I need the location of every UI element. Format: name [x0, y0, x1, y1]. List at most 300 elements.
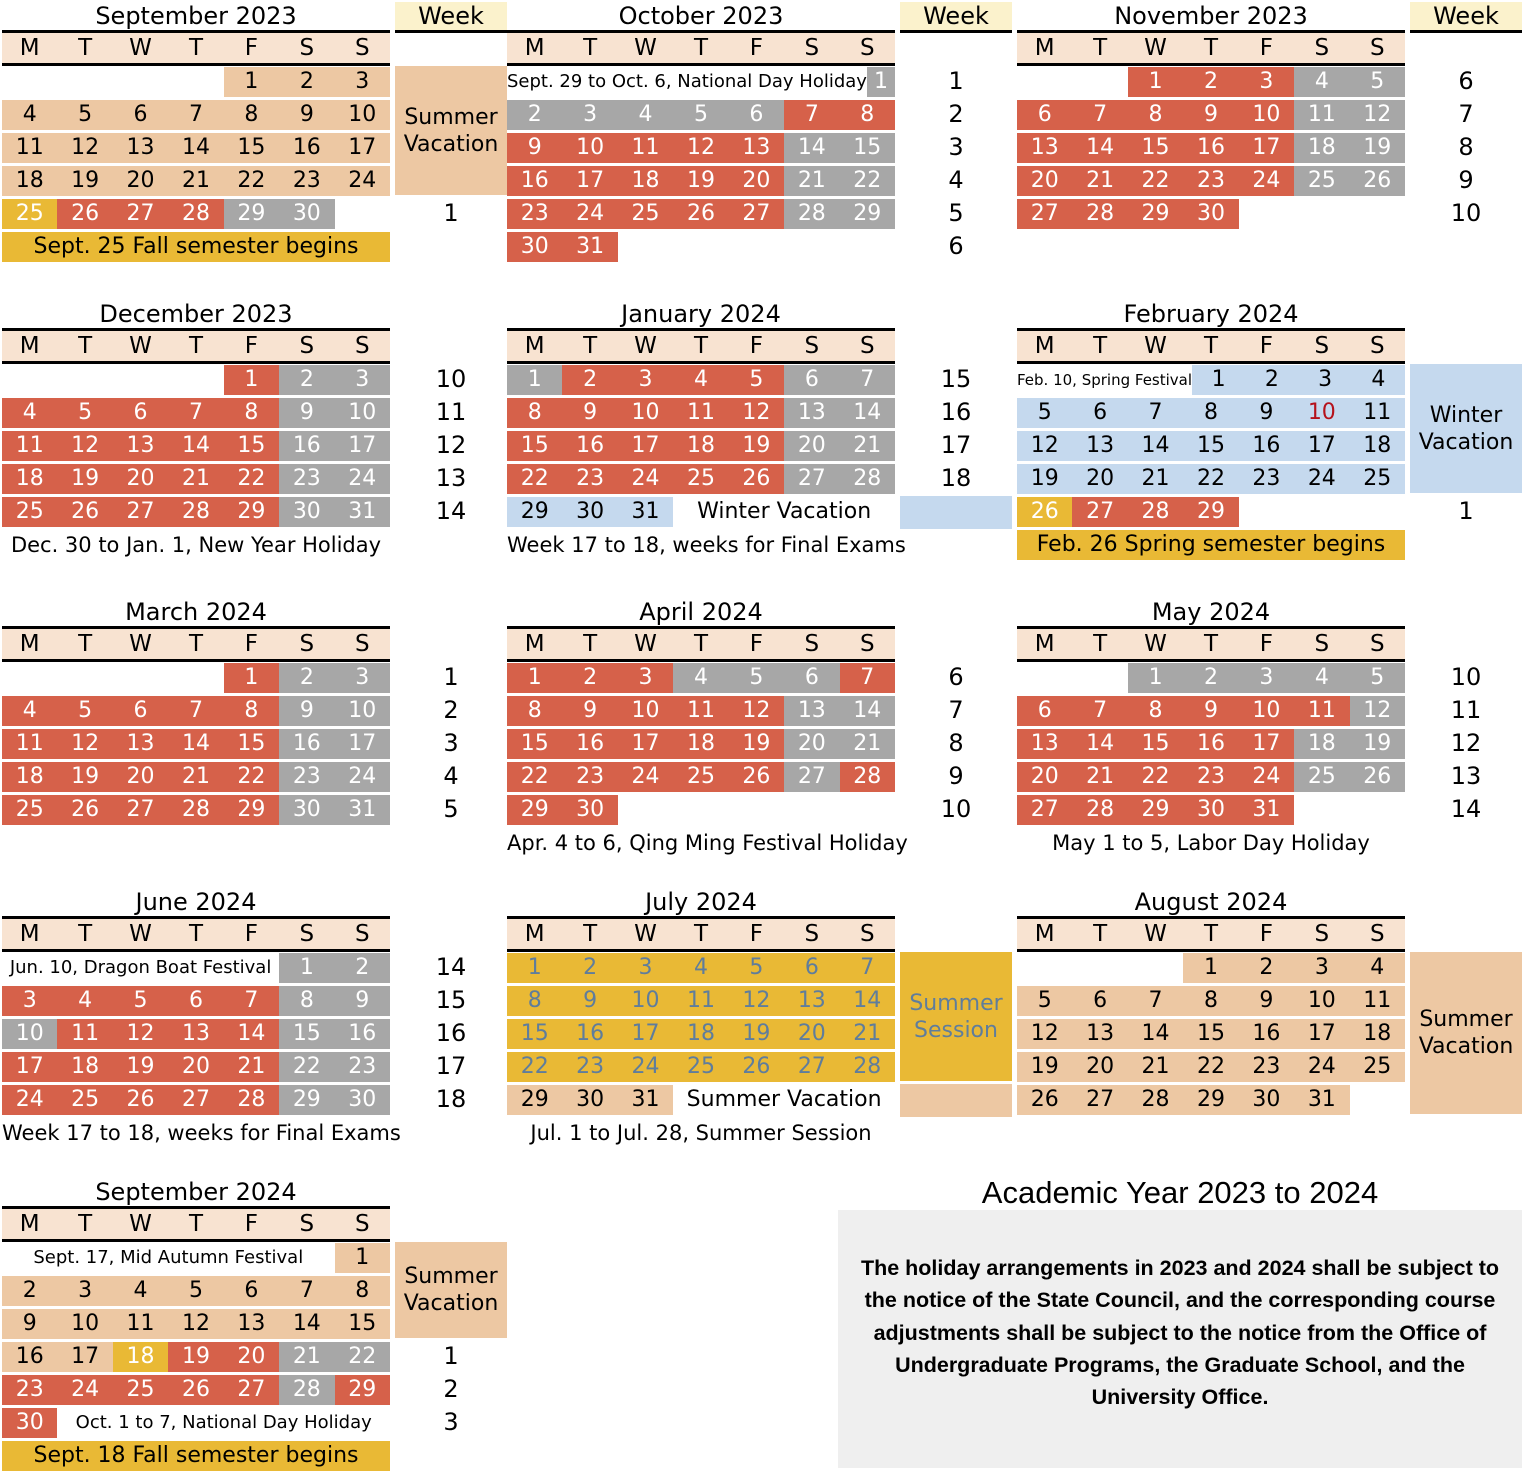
week-number: 9 [948, 762, 964, 790]
date-cell: 11 [2, 133, 57, 163]
date-cell: 10 [335, 398, 390, 428]
date-cell: 13 [784, 696, 839, 726]
date-cell: 25 [2, 497, 57, 527]
week-number: 10 [940, 795, 972, 823]
date-cell: 18 [1350, 1019, 1405, 1049]
day-header-row [2, 919, 390, 952]
date-cell: 27 [168, 1085, 223, 1115]
date-cell: 14 [168, 729, 223, 759]
date-cell: 24 [335, 762, 390, 792]
date-cell: 18 [1294, 729, 1349, 759]
week-number: 1 [1458, 497, 1474, 525]
date-cell: 22 [1128, 762, 1183, 792]
date-cell: 22 [507, 1052, 562, 1082]
date-cell: 24 [2, 1085, 57, 1115]
academic-year-summary [838, 1176, 1522, 1468]
date-cell: 23 [2, 1375, 57, 1405]
date-cell: 11 [673, 696, 728, 726]
empty-cell [2, 67, 224, 97]
date-cell: 26 [57, 795, 112, 825]
empty-cell [1017, 67, 1128, 97]
day-header-row [507, 919, 895, 952]
date-cell: 31 [1294, 1085, 1349, 1115]
day-header: T [1203, 333, 1218, 359]
date-cell: 15 [507, 431, 562, 461]
month-grid [1017, 300, 1405, 560]
week-number: 9 [1458, 166, 1474, 194]
date-row [2, 663, 390, 693]
date-cell: 8 [224, 696, 279, 726]
day-header-row [2, 1209, 390, 1242]
date-cell: 29 [1128, 199, 1183, 229]
month-title: April 2024 [507, 598, 895, 629]
date-cell: 8 [507, 986, 562, 1016]
day-header: T [1093, 631, 1108, 657]
date-cell: 9 [562, 398, 617, 428]
week-slot [900, 496, 1012, 529]
holiday-note: Winter Vacation [697, 499, 872, 524]
day-header-row [507, 629, 895, 662]
date-cell: 11 [673, 398, 728, 428]
day-header: T [1203, 921, 1218, 947]
date-row [2, 365, 390, 395]
day-header: S [1369, 333, 1385, 359]
date-row [1017, 663, 1405, 693]
date-row [1017, 67, 1405, 97]
month-title: September 2024 [2, 1178, 390, 1209]
date-cell: 16 [1183, 729, 1238, 759]
date-cell: 1 [867, 67, 895, 97]
date-cell: 29 [224, 795, 279, 825]
date-cell: 15 [1183, 431, 1238, 461]
day-header: S [299, 921, 315, 947]
day-header: T [693, 35, 708, 61]
month-grid [2, 598, 390, 825]
week-number: 7 [948, 696, 964, 724]
week-number: 10 [1450, 663, 1482, 691]
week-number: 16 [940, 398, 972, 426]
date-cell: 16 [2, 1342, 57, 1372]
date-cell: 2 [562, 663, 617, 693]
date-cell: 27 [224, 1375, 279, 1405]
date-cell: 8 [1183, 986, 1238, 1016]
date-cell: 13 [1017, 133, 1072, 163]
date-cell: 19 [168, 1342, 223, 1372]
date-cell: 21 [840, 1019, 895, 1049]
date-cell: 12 [113, 1019, 168, 1049]
date-row [507, 199, 895, 229]
date-cell: 7 [1072, 100, 1127, 130]
date-cell: 7 [840, 953, 895, 983]
date-cell: 21 [168, 166, 223, 196]
date-cell: 3 [57, 1276, 112, 1306]
date-row [2, 1408, 390, 1438]
date-cell: 31 [335, 795, 390, 825]
date-cell: 12 [673, 133, 728, 163]
date-cell: 19 [673, 166, 728, 196]
date-cell: 17 [57, 1342, 112, 1372]
date-cell: 10 [618, 398, 673, 428]
date-cell: 28 [168, 497, 223, 527]
date-row [2, 986, 390, 1016]
date-cell: 3 [618, 953, 673, 983]
week-number: 17 [435, 1052, 467, 1080]
date-cell: 7 [1128, 398, 1183, 428]
month-may-2024 [1017, 598, 1522, 858]
date-cell: 29 [224, 199, 279, 229]
month-title: June 2024 [2, 888, 390, 919]
date-cell: 25 [57, 1085, 112, 1115]
date-cell: 29 [335, 1375, 390, 1405]
date-cell: 10 [57, 1309, 112, 1339]
day-header: S [354, 921, 370, 947]
date-row [507, 953, 895, 983]
date-cell: 4 [2, 398, 57, 428]
week-number: 8 [1458, 133, 1474, 161]
date-cell: 28 [1072, 199, 1127, 229]
date-cell: 10 [335, 100, 390, 130]
date-cell: 14 [1072, 729, 1127, 759]
date-cell: 19 [1017, 1052, 1072, 1082]
date-row [507, 696, 895, 726]
week-number: 3 [948, 133, 964, 161]
date-row [507, 232, 895, 262]
date-cell: 4 [673, 365, 728, 395]
date-cell: 23 [562, 1052, 617, 1082]
date-cell: 5 [729, 663, 784, 693]
date-cell: 26 [57, 199, 112, 229]
week-column [900, 2, 1012, 297]
date-row [507, 1052, 895, 1082]
day-header: T [583, 631, 598, 657]
date-cell: 19 [113, 1052, 168, 1082]
date-cell: 11 [673, 986, 728, 1016]
week-number: 8 [948, 729, 964, 757]
day-header: M [1034, 35, 1055, 61]
date-cell: 28 [1072, 795, 1127, 825]
date-cell: 24 [1239, 166, 1294, 196]
month-march-2024 [2, 598, 507, 828]
day-header: W [129, 333, 152, 359]
date-cell: 1 [1128, 67, 1183, 97]
day-header: F [1259, 35, 1274, 61]
date-cell: 17 [2, 1052, 57, 1082]
date-cell: 19 [1017, 464, 1072, 494]
date-cell: 12 [57, 133, 112, 163]
date-cell: 30 [279, 497, 334, 527]
date-row [2, 199, 390, 229]
date-cell: 27 [784, 762, 839, 792]
date-row [507, 100, 895, 130]
day-header: S [804, 921, 820, 947]
date-cell: 25 [673, 762, 728, 792]
date-row [2, 1375, 390, 1405]
date-cell: 5 [113, 986, 168, 1016]
empty-cell [618, 795, 895, 825]
date-cell: 1 [224, 663, 279, 693]
date-cell: 1 [507, 953, 562, 983]
day-header: T [1203, 631, 1218, 657]
date-cell: 6 [1072, 398, 1127, 428]
holiday-note: Jun. 10, Dragon Boat Festival [9, 957, 272, 978]
date-row [1017, 1019, 1405, 1049]
date-row [2, 1243, 390, 1273]
empty-cell [1294, 795, 1405, 825]
date-cell: 29 [1183, 497, 1238, 527]
date-cell: 22 [224, 464, 279, 494]
date-cell: 11 [1350, 986, 1405, 1016]
date-row [2, 133, 390, 163]
date-cell: 14 [784, 133, 839, 163]
date-cell: 14 [168, 133, 223, 163]
week-number: 6 [1458, 67, 1474, 95]
month-november-2023 [1017, 2, 1522, 232]
date-cell: 29 [279, 1085, 334, 1115]
date-cell: 16 [335, 1019, 390, 1049]
date-cell: 7 [784, 100, 839, 130]
date-row [1017, 199, 1405, 229]
date-cell: 14 [279, 1309, 334, 1339]
date-cell: 12 [1017, 1019, 1072, 1049]
day-header: M [1034, 333, 1055, 359]
date-cell: 4 [57, 986, 112, 1016]
date-cell: 6 [784, 365, 839, 395]
date-cell: 26 [1017, 497, 1072, 527]
date-cell: 9 [562, 986, 617, 1016]
day-header: F [749, 631, 764, 657]
week-column [395, 300, 507, 595]
date-cell: 4 [673, 953, 728, 983]
week-number: 2 [443, 696, 459, 724]
date-cell: 1 [507, 663, 562, 693]
day-header: T [1093, 35, 1108, 61]
date-cell: 1 [1128, 663, 1183, 693]
date-cell: 14 [840, 398, 895, 428]
week-number: 11 [435, 398, 467, 426]
day-header: S [1369, 921, 1385, 947]
week-number: 18 [435, 1085, 467, 1113]
date-cell: 9 [279, 398, 334, 428]
date-cell: 13 [1017, 729, 1072, 759]
date-cell: 1 [1183, 953, 1238, 983]
date-cell: 9 [279, 100, 334, 130]
date-cell: 28 [168, 199, 223, 229]
date-cell: 27 [1072, 497, 1127, 527]
date-row [1017, 133, 1405, 163]
date-cell: 6 [784, 953, 839, 983]
day-header: T [188, 1211, 203, 1237]
empty-cell [2, 365, 224, 395]
month-grid [2, 300, 390, 560]
date-cell: 21 [840, 729, 895, 759]
date-row [2, 1085, 390, 1115]
date-row [1017, 696, 1405, 726]
date-cell: 4 [1350, 953, 1405, 983]
date-cell: 5 [168, 1276, 223, 1306]
date-row [507, 365, 895, 395]
holiday-note: Summer Vacation [686, 1087, 882, 1112]
holiday-note: Oct. 1 to 7, National Day Holiday [75, 1412, 372, 1433]
day-header: S [859, 631, 875, 657]
date-row [507, 133, 895, 163]
date-cell: 20 [1017, 762, 1072, 792]
date-cell: 2 [562, 365, 617, 395]
date-cell: 10 [562, 133, 617, 163]
date-cell: 11 [1294, 100, 1349, 130]
week-column [395, 2, 507, 297]
date-row [1017, 497, 1405, 527]
date-cell: 17 [618, 431, 673, 461]
day-header: S [354, 35, 370, 61]
week-number: 10 [435, 365, 467, 393]
date-cell: 25 [673, 1052, 728, 1082]
date-cell: 30 [562, 795, 617, 825]
date-cell: 29 [840, 199, 895, 229]
day-header: T [78, 631, 93, 657]
date-cell: 26 [729, 1052, 784, 1082]
date-cell: 8 [1183, 398, 1238, 428]
date-cell: 31 [618, 1085, 673, 1115]
date-cell: 5 [729, 953, 784, 983]
date-row [2, 1342, 390, 1372]
date-cell: 5 [1350, 67, 1405, 97]
date-cell: 3 [618, 365, 673, 395]
day-header: T [583, 35, 598, 61]
date-cell: 22 [1183, 1052, 1238, 1082]
day-header: F [244, 631, 259, 657]
day-header: S [1314, 921, 1330, 947]
date-cell: 3 [1239, 67, 1294, 97]
date-cell: 2 [507, 100, 562, 130]
date-cell: 23 [1183, 762, 1238, 792]
date-cell: 16 [562, 1019, 617, 1049]
month-title: November 2023 [1017, 2, 1405, 33]
month-grid [2, 888, 401, 1148]
month-grid [1017, 2, 1405, 229]
week-number: 2 [948, 100, 964, 128]
date-cell: 30 [562, 1085, 617, 1115]
date-cell: 3 [335, 67, 390, 97]
day-header: F [749, 921, 764, 947]
day-header: S [1314, 631, 1330, 657]
day-header-row [2, 629, 390, 662]
date-cell: 29 [1128, 795, 1183, 825]
date-cell: 15 [1128, 729, 1183, 759]
day-header: W [634, 631, 657, 657]
date-cell: 30 [335, 1085, 390, 1115]
day-header: M [19, 921, 40, 947]
date-cell: 21 [840, 431, 895, 461]
week-number: 5 [948, 199, 964, 227]
date-row [507, 464, 895, 494]
month-grid [2, 1178, 390, 1471]
day-header: T [78, 35, 93, 61]
day-header: M [19, 333, 40, 359]
month-title: August 2024 [1017, 888, 1405, 919]
date-row [2, 795, 390, 825]
day-header: W [129, 631, 152, 657]
date-cell: 22 [224, 166, 279, 196]
date-cell: 25 [2, 199, 57, 229]
empty-cell [1017, 663, 1128, 693]
date-cell: 27 [1072, 1085, 1127, 1115]
date-cell: 20 [784, 729, 839, 759]
day-header: T [583, 333, 598, 359]
day-header: W [129, 35, 152, 61]
date-cell: 16 [562, 729, 617, 759]
date-cell: 13 [1072, 1019, 1127, 1049]
day-header: F [1259, 921, 1274, 947]
date-cell: 14 [168, 431, 223, 461]
date-cell: 30 [507, 232, 562, 262]
day-header: S [1314, 333, 1330, 359]
day-header-row [1017, 33, 1405, 66]
date-cell: 17 [1239, 133, 1294, 163]
week-number: 6 [948, 232, 964, 260]
month-caption: Week 17 to 18, weeks for Final Exams [2, 1121, 401, 1145]
date-cell: 4 [2, 100, 57, 130]
date-cell: 24 [562, 199, 617, 229]
date-cell: 14 [1128, 1019, 1183, 1049]
date-cell: 6 [1017, 100, 1072, 130]
date-cell: 17 [562, 166, 617, 196]
week-column [395, 598, 507, 893]
date-cell: 27 [729, 199, 784, 229]
date-cell: 27 [1017, 199, 1072, 229]
week-column [900, 888, 1012, 1183]
month-grid [1017, 598, 1405, 858]
date-cell: 18 [2, 762, 57, 792]
date-cell: 5 [1017, 986, 1072, 1016]
day-header: M [1034, 921, 1055, 947]
date-cell: 31 [618, 497, 673, 527]
date-cell: 13 [729, 133, 784, 163]
date-cell: 13 [113, 431, 168, 461]
date-row [1017, 166, 1405, 196]
date-cell: 9 [1239, 398, 1294, 428]
date-cell: 14 [1128, 431, 1183, 461]
date-cell: 7 [168, 100, 223, 130]
week-number: 10 [1450, 199, 1482, 227]
week-number: 4 [443, 762, 459, 790]
date-cell: 13 [784, 986, 839, 1016]
week-number: 1 [948, 67, 964, 95]
winter-vacation-block: Winter Vacation [1410, 364, 1522, 493]
date-cell: 3 [1294, 953, 1349, 983]
date-cell: 12 [1017, 431, 1072, 461]
date-cell: 22 [224, 762, 279, 792]
month-title: December 2023 [2, 300, 390, 331]
date-cell: 12 [729, 398, 784, 428]
date-cell: 19 [57, 166, 112, 196]
month-caption: Week 17 to 18, weeks for Final Exams [507, 533, 906, 557]
day-header: M [524, 631, 545, 657]
date-cell: 13 [784, 398, 839, 428]
day-header-row [1017, 331, 1405, 364]
date-cell: 12 [57, 729, 112, 759]
date-cell: 3 [335, 663, 390, 693]
week-number: 2 [443, 1375, 459, 1403]
month-september-2023 [2, 2, 507, 262]
empty-cell [1239, 497, 1405, 527]
month-grid [507, 2, 895, 262]
date-cell: 18 [1350, 431, 1405, 461]
date-row [1017, 398, 1405, 428]
holiday-note: Feb. 10, Spring Festival [1017, 371, 1193, 389]
date-row [2, 100, 390, 130]
date-cell: 21 [1128, 1052, 1183, 1082]
week-number: 12 [1450, 729, 1482, 757]
